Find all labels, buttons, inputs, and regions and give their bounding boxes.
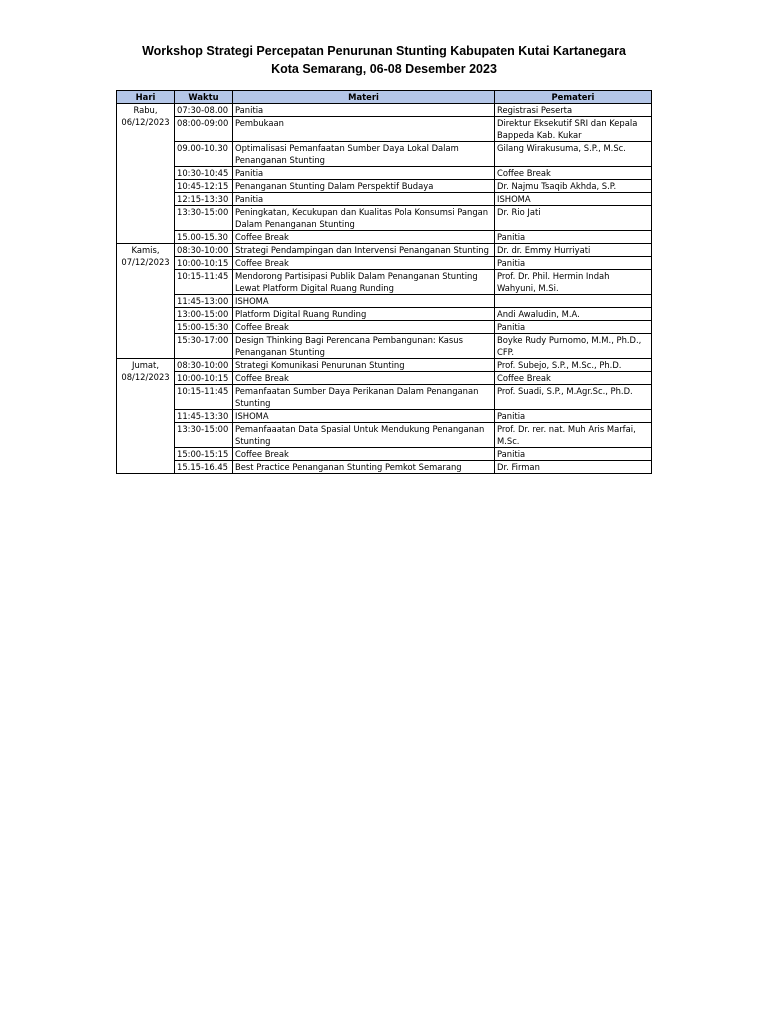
pemateri-cell: Prof. Subejo, S.P., M.Sc., Ph.D. <box>495 359 652 372</box>
table-row <box>117 334 652 359</box>
pemateri-cell: Registrasi Peserta <box>495 104 652 117</box>
pemateri-cell: Panitia <box>495 321 652 334</box>
pemateri-cell: Gilang Wirakusuma, S.P., M.Sc. <box>495 142 652 167</box>
materi-cell: Panitia <box>233 104 495 117</box>
pemateri-cell: Panitia <box>495 231 652 244</box>
table-row <box>117 461 652 474</box>
header-hari: Hari <box>117 91 175 104</box>
table-row <box>117 142 652 167</box>
table-row <box>117 206 652 231</box>
materi-cell: Penanganan Stunting Dalam Perspektif Budaya <box>233 180 495 193</box>
materi-cell: Mendorong Partisipasi Publik Dalam Penanganan Stunting Lewat Platform Digital Ruang Runding <box>233 270 495 295</box>
pemateri-cell <box>495 295 652 308</box>
time-cell: 15.15-16.45 <box>175 461 233 474</box>
pemateri-cell: Prof. Suadi, S.P., M.Agr.Sc., Ph.D. <box>495 385 652 410</box>
materi-cell: Strategi Komunikasi Penurunan Stunting <box>233 359 495 372</box>
time-cell: 15:00-15:30 <box>175 321 233 334</box>
time-cell: 07:30-08.00 <box>175 104 233 117</box>
day-name: Jumat, <box>131 360 159 370</box>
materi-cell: Pemanfaatan Sumber Daya Perikanan Dalam Penanganan Stunting <box>233 385 495 410</box>
table-row <box>117 295 652 308</box>
materi-cell: Platform Digital Ruang Runding <box>233 308 495 321</box>
table-row <box>117 231 652 244</box>
schedule-body <box>117 104 652 474</box>
day-name: Kamis, <box>131 245 160 255</box>
pemateri-cell: Dr. dr. Emmy Hurriyati <box>495 244 652 257</box>
time-cell: 08:30-10:00 <box>175 244 233 257</box>
time-cell: 10:30-10:45 <box>175 167 233 180</box>
materi-cell: Optimalisasi Pemanfaatan Sumber Daya Lokal Dalam Penanganan Stunting <box>233 142 495 167</box>
table-row <box>117 117 652 142</box>
day-name: Rabu, <box>133 105 158 115</box>
time-cell: 13:30-15:00 <box>175 206 233 231</box>
materi-cell: ISHOMA <box>233 410 495 423</box>
table-row <box>117 104 652 117</box>
pemateri-cell: Prof. Dr. Phil. Hermin Indah Wahyuni, M.Si. <box>495 270 652 295</box>
table-row <box>117 167 652 180</box>
table-row <box>117 410 652 423</box>
pemateri-cell: ISHOMA <box>495 193 652 206</box>
day-cell <box>117 359 175 474</box>
time-cell: 15.00-15.30 <box>175 231 233 244</box>
time-cell: 10:00-10:15 <box>175 257 233 270</box>
time-cell: 12:15-13:30 <box>175 193 233 206</box>
table-row <box>117 257 652 270</box>
table-row <box>117 423 652 448</box>
materi-cell: Best Practice Penanganan Stunting Pemkot Semarang <box>233 461 495 474</box>
document-subtitle: Kota Semarang, 06-08 Desember 2023 <box>271 62 497 76</box>
pemateri-cell: Andi Awaludin, M.A. <box>495 308 652 321</box>
time-cell: 08:00-09:00 <box>175 117 233 142</box>
table-row <box>117 372 652 385</box>
materi-cell: Coffee Break <box>233 372 495 385</box>
materi-cell: Coffee Break <box>233 321 495 334</box>
table-row <box>117 448 652 461</box>
pemateri-cell: Dr. Firman <box>495 461 652 474</box>
materi-cell: Pemanfaaatan Data Spasial Untuk Mendukung Penanganan Stunting <box>233 423 495 448</box>
materi-cell: Strategi Pendampingan dan Intervensi Penanganan Stunting <box>233 244 495 257</box>
materi-cell: Panitia <box>233 167 495 180</box>
pemateri-cell: Coffee Break <box>495 372 652 385</box>
header-materi: Materi <box>233 91 495 104</box>
day-cell <box>117 244 175 359</box>
pemateri-cell: Dr. Rio Jati <box>495 206 652 231</box>
table-row <box>117 270 652 295</box>
materi-cell: Pembukaan <box>233 117 495 142</box>
time-cell: 10:00-10:15 <box>175 372 233 385</box>
time-cell: 08:30-10:00 <box>175 359 233 372</box>
materi-cell: Coffee Break <box>233 231 495 244</box>
table-row <box>117 321 652 334</box>
day-date: 08/12/2023 <box>121 372 170 382</box>
materi-cell: Peningkatan, Kecukupan dan Kualitas Pola Konsumsi Pangan Dalam Penanganan Stunting <box>233 206 495 231</box>
time-cell: 11:45-13:00 <box>175 295 233 308</box>
table-row <box>117 359 652 372</box>
pemateri-cell: Panitia <box>495 448 652 461</box>
materi-cell: Coffee Break <box>233 257 495 270</box>
materi-cell: Design Thinking Bagi Perencana Pembangunan: Kasus Penanganan Stunting <box>233 334 495 359</box>
header-row <box>117 91 652 104</box>
time-cell: 13:30-15:00 <box>175 423 233 448</box>
materi-cell: ISHOMA <box>233 295 495 308</box>
table-row <box>117 308 652 321</box>
time-cell: 09.00-10.30 <box>175 142 233 167</box>
table-row <box>117 193 652 206</box>
day-date: 06/12/2023 <box>121 117 170 127</box>
pemateri-cell: Boyke Rudy Purnomo, M.M., Ph.D., CFP. <box>495 334 652 359</box>
time-cell: 15:30-17:00 <box>175 334 233 359</box>
table-row <box>117 180 652 193</box>
time-cell: 10:15-11:45 <box>175 385 233 410</box>
table-row <box>117 385 652 410</box>
time-cell: 13:00-15:00 <box>175 308 233 321</box>
schedule-table <box>116 90 652 474</box>
header-waktu: Waktu <box>175 91 233 104</box>
day-date: 07/12/2023 <box>121 257 170 267</box>
pemateri-cell: Coffee Break <box>495 167 652 180</box>
pemateri-cell: Dr. Najmu Tsaqib Akhda, S.P. <box>495 180 652 193</box>
header-pemateri: Pemateri <box>495 91 652 104</box>
time-cell: 10:15-11:45 <box>175 270 233 295</box>
day-cell <box>117 104 175 244</box>
pemateri-cell: Prof. Dr. rer. nat. Muh Aris Marfai, M.Sc. <box>495 423 652 448</box>
table-row <box>117 244 652 257</box>
pemateri-cell: Panitia <box>495 410 652 423</box>
title-block <box>0 42 768 78</box>
time-cell: 15:00-15:15 <box>175 448 233 461</box>
time-cell: 10:45-12:15 <box>175 180 233 193</box>
pemateri-cell: Panitia <box>495 257 652 270</box>
schedule-header <box>117 91 652 104</box>
materi-cell: Panitia <box>233 193 495 206</box>
materi-cell: Coffee Break <box>233 448 495 461</box>
time-cell: 11:45-13:30 <box>175 410 233 423</box>
document-title: Workshop Strategi Percepatan Penurunan Stunting Kabupaten Kutai Kartanegara <box>142 44 626 58</box>
pemateri-cell: Direktur Eksekutif SRI dan Kepala Bappeda Kab. Kukar <box>495 117 652 142</box>
